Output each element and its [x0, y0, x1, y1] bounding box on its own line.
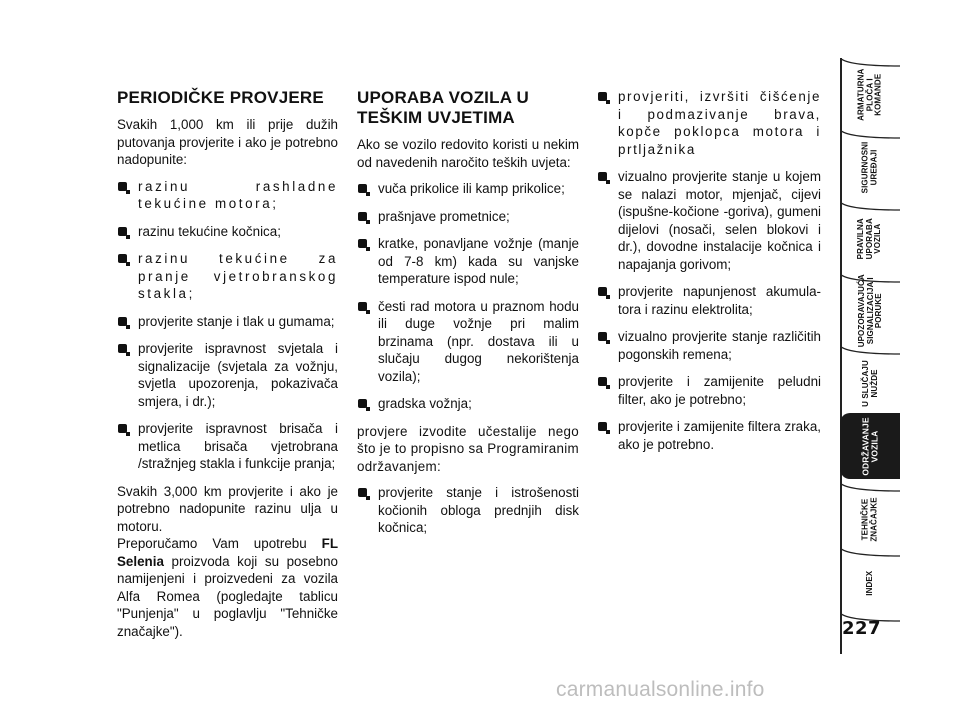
list-item: prašnjave prometnice; — [357, 208, 579, 226]
bullet-icon — [118, 344, 127, 353]
list-item: provjerite stanje i istrošenosti kočionih obloga prednjih disk kočnica; — [357, 484, 579, 537]
tab-maintenance[interactable]: ODRŽAVANJE VOZILA — [840, 413, 900, 479]
frequency-paragraph: provjere izvodite učestalije nego što je to propisno sa Programiranim održavanjem: — [357, 423, 579, 474]
list-item: provjerite stanje i tlak u gumama; — [117, 313, 338, 331]
bullet-icon — [118, 254, 127, 263]
bullet-icon — [598, 332, 607, 341]
bullet-icon — [598, 377, 607, 386]
tab-emergency[interactable]: U SLUČAJU NUŽDE — [860, 359, 878, 407]
bullet-icon — [118, 182, 127, 191]
list-item: provjerite ispravnost brisača i metlica brisača vjetrobrana /stražnjeg stakla i funkcije pranja; — [117, 420, 338, 473]
list-item: razinu tekućine za pranje vjetrobranskog stakla; — [117, 250, 338, 303]
bullet-icon — [118, 227, 127, 236]
bullet-icon — [118, 424, 127, 433]
bullet-icon — [358, 488, 367, 497]
bullet-icon — [598, 287, 607, 296]
section-title: PERIODIČKE PROVJERE — [117, 88, 324, 107]
list-item: provjerite ispravnost svjetala i signalizacije (svjetala za vožnju, svjetla upozorenja, pokazivača smjera, i dr.); — [117, 340, 338, 410]
check-list — [117, 178, 338, 473]
tab-index[interactable]: INDEX — [864, 570, 874, 596]
tab-technical-specs[interactable]: TEHNIČKE ZNAČAJKE — [860, 496, 878, 542]
list-item: vuča prikolice ili kamp prikolice; — [357, 180, 579, 198]
list-item: kratke, ponavljane vožnje (manje od 7-8 km) kada su vanjske temperature ispod nule; — [357, 235, 579, 288]
tab-dashboard-controls[interactable]: ARMATURNA PLOČA I KOMANDE — [856, 68, 883, 122]
column-heavy-conditions — [357, 88, 579, 547]
intro-paragraph: Svakih 1,000 km ili prije dužih putovanja provjerite i ako je potrebno nadopunite: — [117, 117, 338, 167]
list-item: provjerite i zamijenite peludni filter, ako je potrebno; — [597, 373, 821, 408]
list-item: vizualno provjerite stanje različitih pogonskih remena; — [597, 328, 821, 363]
list-item: provjerite napunjenost akumula-tora i razinu elektrolita; — [597, 283, 821, 318]
bullet-icon — [598, 422, 607, 431]
bullet-icon — [598, 92, 607, 101]
recommendation-paragraph: Preporučamo Vam upotrebu FL Selenia proizvoda koji su posebno namijenjeni i proizvedeni za vozila Alfa Romea (pogledajte tablicu "Punjenja" u poglavlju "Tehničke značajke"). — [117, 536, 338, 639]
checks-list — [357, 484, 579, 537]
section-title: UPORABA VOZILA U TEŠKIM UVJETIMA — [357, 88, 529, 127]
bullet-icon — [118, 317, 127, 326]
column-periodic-checks — [117, 88, 338, 649]
bullet-icon — [358, 302, 367, 311]
tab-separators — [840, 58, 900, 658]
bullet-icon — [358, 184, 367, 193]
list-item: provjeriti, izvršiti čišćenje i podmazivanje brava, kopče poklopca motora i prtljažnika — [597, 88, 821, 158]
bullet-icon — [358, 399, 367, 408]
list-item: razinu tekućine kočnica; — [117, 223, 338, 241]
column-checks-continued — [597, 88, 821, 463]
bullet-icon — [598, 172, 607, 181]
watermark: carmanualsonline.info — [556, 678, 765, 701]
bullet-icon — [358, 239, 367, 248]
page-number: 227 — [842, 618, 882, 639]
tab-warning-lights[interactable]: UPOZORAVAJUĆA SIGNALIZACIJA I PORUKE — [856, 274, 883, 348]
list-item: provjerite i zamijenite filtera zraka, ako je potrebno. — [597, 418, 821, 453]
tab-correct-use[interactable]: PRAVILNA UPORABA VOZILA — [856, 218, 883, 260]
list-item: gradska vožnja; — [357, 395, 579, 413]
bullet-icon — [358, 212, 367, 221]
checks-list-continued — [597, 88, 821, 453]
list-item: vizualno provjerite stanje u kojem se nalazi motor, mjenjač, cijevi (ispušne-kočione -goriva), gumeni dijelovi (nosači, selen blokovi i dr.), dovodne instalacije kočnica i napajanja gorivom; — [597, 168, 821, 273]
list-item: česti rad motora u praznom hodu ili duge vožnje pri malim brzinama (npr. dostava ili u slučaju dugog nekorištenja vozila); — [357, 298, 579, 386]
tab-safety-devices[interactable]: SIGURNOSNI UREĐAJI — [860, 141, 878, 193]
conditions-list — [357, 180, 579, 413]
intro-paragraph: Ako se vozilo redovito koristi u nekim od navedenih naročito teških uvjeta: — [357, 137, 579, 170]
list-item: razinu rashladne tekućine motora; — [117, 178, 338, 213]
oil-paragraph: Svakih 3,000 km provjerite i ako je potrebno nadopunite razinu ulja u motoru. — [117, 483, 338, 534]
